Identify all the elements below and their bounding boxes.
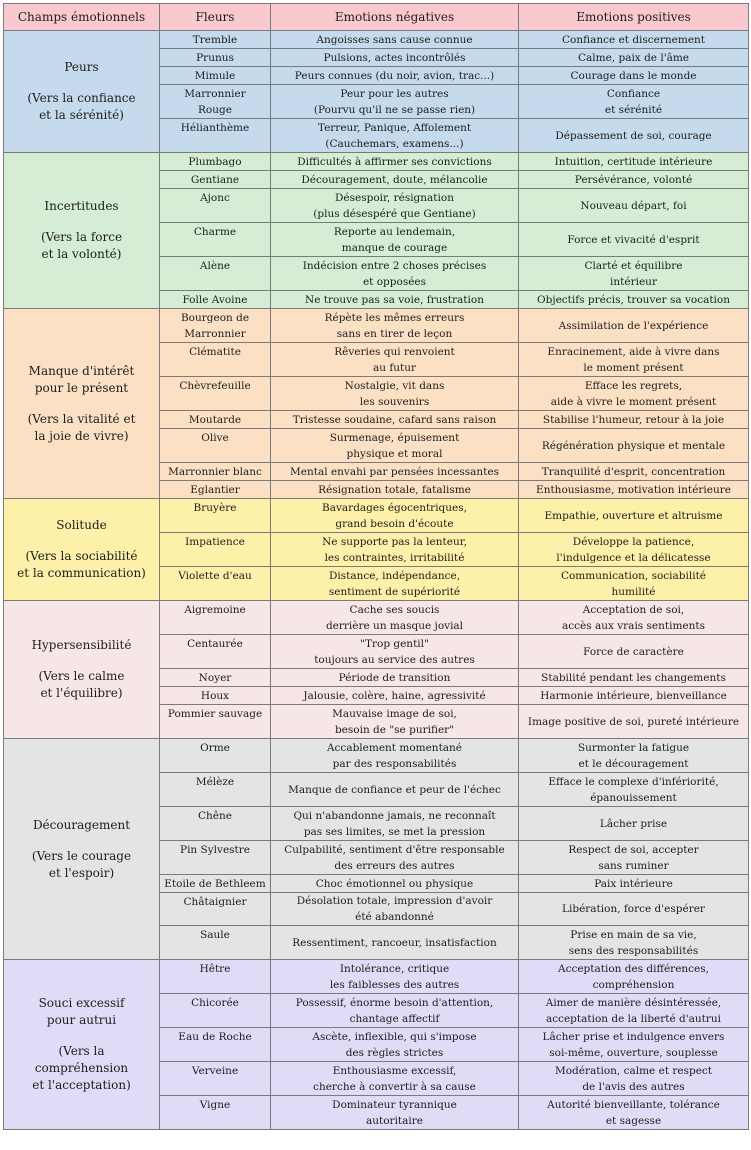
flower-cell: Mélèze (160, 773, 271, 807)
flower-cell: Olive (160, 429, 271, 463)
negative-emotion-cell: Dominateur tyrannique autoritaire (271, 1096, 519, 1130)
champ-cell (4, 601, 160, 739)
flower-cell: Mimule (160, 67, 271, 85)
flower-cell: Verveine (160, 1062, 271, 1096)
champ-name: Incertitudes (44, 199, 119, 213)
negative-emotion-cell: Cache ses soucis derrière un masque jovial (271, 601, 519, 635)
positive-emotion-cell: Surmonter la fatigue et le découragement (519, 739, 749, 773)
champ-subtitle: (Vers le courage et l'espoir) (31, 848, 132, 880)
positive-emotion-cell: Lâcher prise et indulgence envers soi-même, ouverture, souplesse (519, 1028, 749, 1062)
negative-emotion-cell: Nostalgie, vit dans les souvenirs (271, 377, 519, 411)
champ-subtitle: (Vers la compréhension et l'acceptation) (32, 1044, 131, 1092)
flower-cell: Chêne (160, 807, 271, 841)
negative-emotion-cell: Ascète, inflexible, qui s'impose des règles strictes (271, 1028, 519, 1062)
negative-emotion-cell: Reporte au lendemain, manque de courage (271, 223, 519, 257)
flower-cell: Impatience (160, 533, 271, 567)
negative-emotion-cell: Enthousiasme excessif, cherche à convertir à sa cause (271, 1062, 519, 1096)
positive-emotion-cell: Courage dans le monde (519, 67, 749, 85)
flower-cell: Houx (160, 687, 271, 705)
negative-emotion-cell: Désespoir, résignation (plus désespéré que Gentiane) (271, 189, 519, 223)
negative-emotion-cell: Ressentiment, rancoeur, insatisfaction (271, 926, 519, 960)
flower-cell: Hêtre (160, 960, 271, 994)
positive-emotion-cell: Autorité bienveillante, tolérance et sagesse (519, 1096, 749, 1130)
negative-emotion-cell: Résignation totale, fatalisme (271, 481, 519, 499)
flower-cell: Chicorée (160, 994, 271, 1028)
champ-cell (4, 31, 160, 153)
table-row (4, 153, 749, 171)
negative-emotion-cell: Désolation totale, impression d'avoir été abandonné (271, 893, 519, 926)
flower-cell: Alène (160, 257, 271, 291)
champ-cell (4, 499, 160, 601)
positive-emotion-cell: Efface le complexe d'infériorité, épanouissement (519, 773, 749, 807)
header-positives: Emotions positives (519, 4, 749, 31)
positive-emotion-cell: Régénération physique et mentale (519, 429, 749, 463)
positive-emotion-cell: Dépassement de soi, courage (519, 119, 749, 153)
negative-emotion-cell: Mauvaise image de soi, besoin de "se purifier" (271, 705, 519, 739)
champ-cell (4, 309, 160, 499)
flower-cell: Prunus (160, 49, 271, 67)
negative-emotion-cell: Mental envahi par pensées incessantes (271, 463, 519, 481)
champ-name: Peurs (64, 60, 99, 74)
flower-cell: Gentiane (160, 171, 271, 189)
positive-emotion-cell: Tranquilité d'esprit, concentration (519, 463, 749, 481)
flower-cell: Vigne (160, 1096, 271, 1130)
negative-emotion-cell: Répète les mêmes erreurs sans en tirer de leçon (271, 309, 519, 343)
header-row (4, 4, 749, 31)
flower-cell: Eau de Roche (160, 1028, 271, 1062)
positive-emotion-cell: Respect de soi, accepter sans ruminer (519, 841, 749, 875)
flower-cell: Aigremoine (160, 601, 271, 635)
negative-emotion-cell: Tristesse soudaine, cafard sans raison (271, 411, 519, 429)
champ-subtitle: (Vers la vitalité et la joie de vivre) (27, 411, 136, 443)
flower-cell: Orme (160, 739, 271, 773)
negative-emotion-cell: Difficultés à affirmer ses convictions (271, 153, 519, 171)
flower-cell: Noyer (160, 669, 271, 687)
table-row (4, 739, 749, 773)
positive-emotion-cell: Stabilité pendant les changements (519, 669, 749, 687)
champ-cell (4, 153, 160, 309)
flower-cell: Charme (160, 223, 271, 257)
positive-emotion-cell: Harmonie intérieure, bienveillance (519, 687, 749, 705)
flowers-table (3, 3, 749, 1130)
negative-emotion-cell: Peur pour les autres (Pourvu qu'il ne se passe rien) (271, 85, 519, 119)
flower-cell: Violette d'eau (160, 567, 271, 601)
negative-emotion-cell: Rêveries qui renvoient au futur (271, 343, 519, 377)
positive-emotion-cell: Paix intérieure (519, 875, 749, 893)
flower-cell: Bruyère (160, 499, 271, 533)
positive-emotion-cell: Assimilation de l'expérience (519, 309, 749, 343)
negative-emotion-cell: Choc émotionnel ou physique (271, 875, 519, 893)
positive-emotion-cell: Image positive de soi, pureté intérieure (519, 705, 749, 739)
positive-emotion-cell: Stabilise l'humeur, retour à la joie (519, 411, 749, 429)
flower-cell: Ajonc (160, 189, 271, 223)
champ-name: Hypersensibilité (31, 638, 132, 652)
champ-name: Découragement (32, 817, 131, 832)
negative-emotion-cell: Angoisses sans cause connue (271, 31, 519, 49)
champ-subtitle: (Vers la sociabilité et la communication) (17, 549, 146, 580)
positive-emotion-cell: Acceptation de soi, accès aux vrais sentiments (519, 601, 749, 635)
positive-emotion-cell: Nouveau départ, foi (519, 189, 749, 223)
negative-emotion-cell: Manque de confiance et peur de l'échec (271, 773, 519, 807)
negative-emotion-cell: Accablement momentané par des responsabilités (271, 739, 519, 773)
table-row (4, 960, 749, 994)
negative-emotion-cell: Qui n'abandonne jamais, ne reconnaît pas ses limites, se met la pression (271, 807, 519, 841)
champ-subtitle: (Vers le calme et l'équilibre) (38, 669, 125, 700)
flower-cell: Etoile de Bethleem (160, 875, 271, 893)
champ-cell (4, 960, 160, 1130)
table-row (4, 31, 749, 49)
table-row (4, 601, 749, 635)
negative-emotion-cell: Bavardages égocentriques, grand besoin d'écoute (271, 499, 519, 533)
flower-cell: Bourgeon de Marronnier (160, 309, 271, 343)
negative-emotion-cell: Ne trouve pas sa voie, frustration (271, 291, 519, 309)
positive-emotion-cell: Libération, force d'espérer (519, 893, 749, 926)
flower-cell: Pin Sylvestre (160, 841, 271, 875)
negative-emotion-cell: Période de transition (271, 669, 519, 687)
positive-emotion-cell: Aimer de manière désintéressée, acceptation de la liberté d'autrui (519, 994, 749, 1028)
table-row (4, 499, 749, 533)
header-fleurs: Fleurs (160, 4, 271, 31)
positive-emotion-cell: Efface les regrets, aide à vivre le moment présent (519, 377, 749, 411)
champ-name: Souci excessif pour autrui (38, 996, 125, 1027)
negative-emotion-cell: Ne supporte pas la lenteur, les contraintes, irritabilité (271, 533, 519, 567)
negative-emotion-cell: Distance, indépendance, sentiment de supériorité (271, 567, 519, 601)
positive-emotion-cell: Modération, calme et respect de l'avis des autres (519, 1062, 749, 1096)
flower-cell: Folle Avoine (160, 291, 271, 309)
header-negatives: Emotions négatives (271, 4, 519, 31)
flower-cell: Tremble (160, 31, 271, 49)
positive-emotion-cell: Développe la patience, l'indulgence et la délicatesse (519, 533, 749, 567)
negative-emotion-cell: Surmenage, épuisement physique et moral (271, 429, 519, 463)
positive-emotion-cell: Empathie, ouverture et altruisme (519, 499, 749, 533)
positive-emotion-cell: Clarté et équilibre intérieur (519, 257, 749, 291)
champ-name: Manque d'intérêt pour le présent (28, 363, 135, 395)
positive-emotion-cell: Objectifs précis, trouver sa vocation (519, 291, 749, 309)
flower-cell: Clématite (160, 343, 271, 377)
table-body (4, 31, 749, 1130)
table-row (4, 309, 749, 343)
positive-emotion-cell: Persévérance, volonté (519, 171, 749, 189)
flower-cell: Saule (160, 926, 271, 960)
flower-cell: Chèvrefeuille (160, 377, 271, 411)
positive-emotion-cell: Confiance et sérénité (519, 85, 749, 119)
positive-emotion-cell: Force de caractère (519, 635, 749, 669)
negative-emotion-cell: Peurs connues (du noir, avion, trac...) (271, 67, 519, 85)
positive-emotion-cell: Calme, paix de l'âme (519, 49, 749, 67)
flower-cell: Moutarde (160, 411, 271, 429)
negative-emotion-cell: Terreur, Panique, Affolement (Cauchemars, examens...) (271, 119, 519, 153)
champ-subtitle: (Vers la force et la volonté) (40, 230, 123, 261)
champ-cell (4, 739, 160, 960)
flower-cell: Marronnier Rouge (160, 85, 271, 119)
flower-cell: Marronnier blanc (160, 463, 271, 481)
negative-emotion-cell: Possessif, énorme besoin d'attention, chantage affectif (271, 994, 519, 1028)
negative-emotion-cell: Découragement, doute, mélancolie (271, 171, 519, 189)
flower-cell: Plumbago (160, 153, 271, 171)
negative-emotion-cell: Indécision entre 2 choses précises et opposées (271, 257, 519, 291)
negative-emotion-cell: Intolérance, critique les faiblesses des autres (271, 960, 519, 994)
flower-cell: Pommier sauvage (160, 705, 271, 739)
champ-subtitle: (Vers la confiance et la sérénité) (27, 91, 136, 122)
negative-emotion-cell: "Trop gentil" toujours au service des autres (271, 635, 519, 669)
positive-emotion-cell: Intuition, certitude intérieure (519, 153, 749, 171)
positive-emotion-cell: Communication, sociabilité humilité (519, 567, 749, 601)
flower-cell: Châtaignier (160, 893, 271, 926)
negative-emotion-cell: Pulsions, actes incontrôlés (271, 49, 519, 67)
positive-emotion-cell: Prise en main de sa vie, sens des responsabilités (519, 926, 749, 960)
negative-emotion-cell: Jalousie, colère, haine, agressivité (271, 687, 519, 705)
flower-cell: Eglantier (160, 481, 271, 499)
flower-cell: Centaurée (160, 635, 271, 669)
positive-emotion-cell: Enthousiasme, motivation intérieure (519, 481, 749, 499)
positive-emotion-cell: Lâcher prise (519, 807, 749, 841)
positive-emotion-cell: Enracinement, aide à vivre dans le moment présent (519, 343, 749, 377)
header-champs: Champs émotionnels (4, 4, 160, 31)
positive-emotion-cell: Confiance et discernement (519, 31, 749, 49)
champ-name: Solitude (56, 518, 107, 532)
positive-emotion-cell: Force et vivacité d'esprit (519, 223, 749, 257)
flower-cell: Hélianthème (160, 119, 271, 153)
positive-emotion-cell: Acceptation des différences, compréhension (519, 960, 749, 994)
negative-emotion-cell: Culpabilité, sentiment d'être responsable des erreurs des autres (271, 841, 519, 875)
